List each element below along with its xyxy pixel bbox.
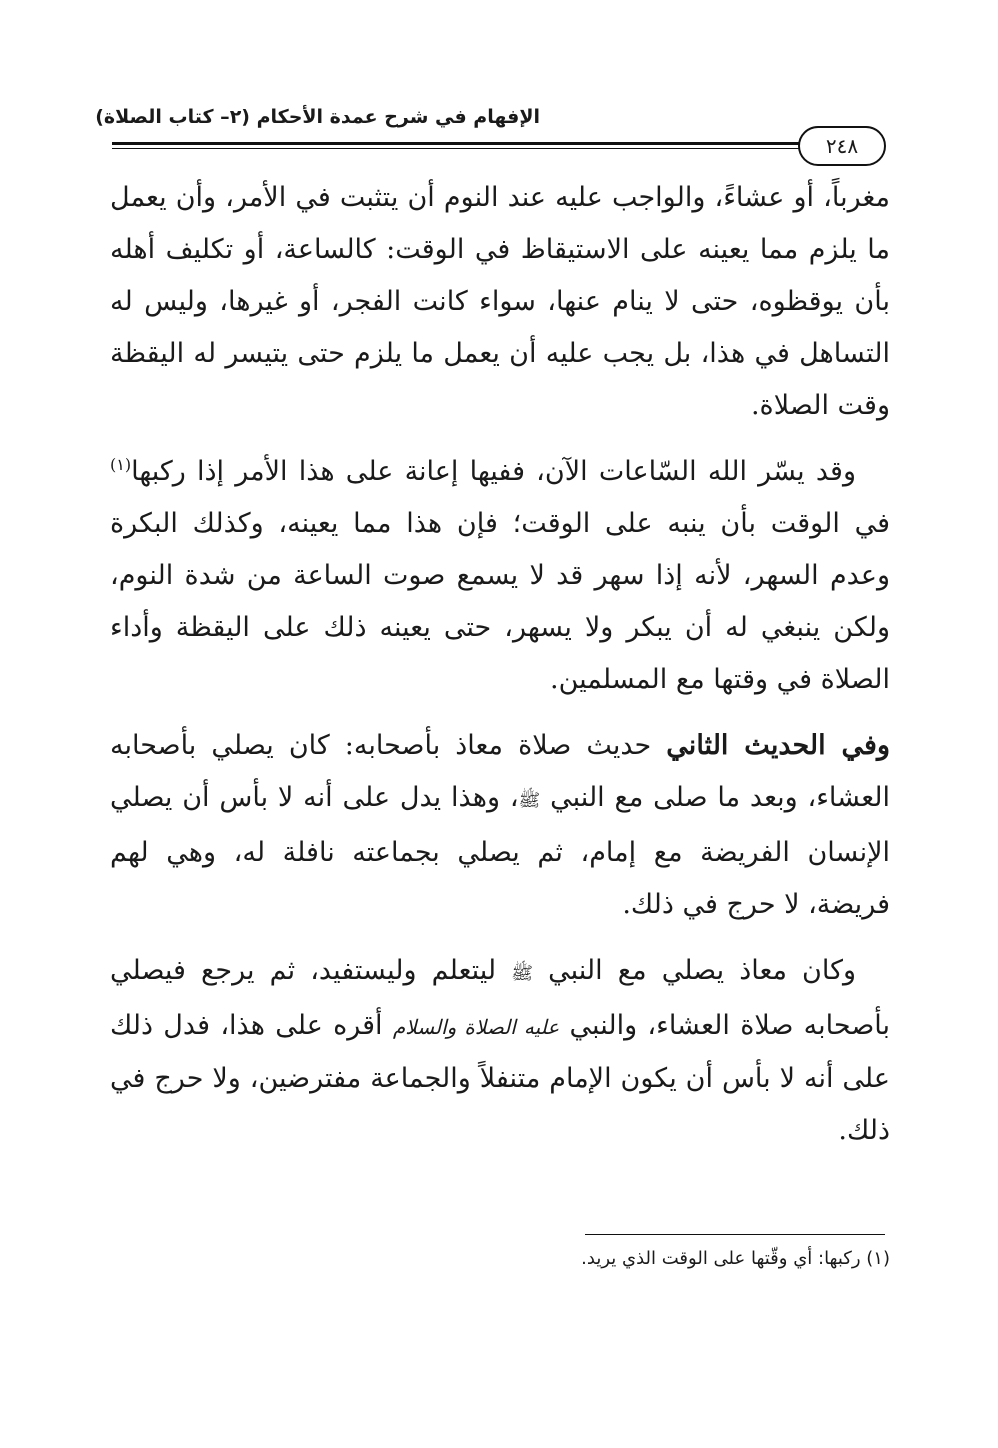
paragraph-3-text-a: حديث صلاة معاذ بأصحابه: كان يصلي بأصحابه العشاء، وبعد ما صلى مع النبي [110, 730, 890, 813]
footnote: (١) ركبها: أي وقّتها على الوقت الذي يريد. [581, 1248, 890, 1269]
header-rule [112, 142, 802, 145]
paragraph-4-text-a: وكان معاذ يصلي مع النبي [533, 955, 856, 986]
body-text [110, 172, 890, 1171]
paragraph-3-text-b: ، وهذا يدل على أنه لا بأس أن يصلي الإنسان الفريضة مع إمام، ثم يصلي بجماعته نافلة له، وهي لهم فريضة، لا حرج في ذلك. [110, 782, 890, 920]
paragraph-2-text-b: في الوقت بأن ينبه على الوقت؛ فإن هذا مما يعينه، وكذلك البكرة وعدم السهر، لأنه إذا سهر قد لا يسمع صوت الساعة من شدة النوم، ولكن ينبغي له أن يبكر ولا يسهر، حتى يعينه ذلك على اليقظة وأداء الصلاة في وقتها مع المسلمين. [110, 508, 890, 695]
page-number-badge: ٢٤٨ [798, 126, 886, 166]
paragraph-4 [110, 945, 890, 1157]
footnote-reference[interactable]: (١) [110, 455, 132, 474]
running-title: الإفهام في شرح عمدة الأحكام (٢– كتاب الصلاة) [95, 106, 540, 128]
paragraph-2 [110, 446, 890, 706]
honorific-glyph: ﷺ [518, 790, 541, 811]
honorific-glyph: ﷺ [511, 963, 533, 984]
paragraph-1: مغرباً، أو عشاءً، والواجب عليه عند النوم أن يتثبت في الأمر، وأن يعمل ما يلزم مما يعينه على الاستيقاظ في الوقت: كالساعة، أو تكليف أهله بأن يوقظوه، حتى لا ينام عنها، سواء كانت الفجر، أو غيرها، وليس له التساهل في هذا، بل يجب عليه أن يعمل ما يلزم حتى يتيسر له اليقظة وقت الصلاة. [110, 182, 890, 421]
section-lead-bold: وفي الحديث الثاني [666, 730, 890, 761]
honorific-phrase: عليه الصلاة والسلام [392, 1015, 560, 1039]
paragraph-4-text-c: أقره على هذا، فدل ذلك على أنه لا بأس أن يكون الإمام متنفلاً والجماعة مفترضين، ولا حرج في ذلك. [110, 1010, 890, 1146]
paragraph-2-text-a: وقد يسّر الله السّاعات الآن، ففيها إعانة على هذا الأمر إذا ركبها [131, 456, 856, 487]
paragraph-4-text-b: ليتعلم وليستفيد، ثم يرجع فيصلي بأصحابه صلاة العشاء، والنبي [110, 955, 891, 1041]
paragraph-3 [110, 720, 890, 931]
header-rule-thin [112, 148, 802, 149]
footnote-separator [585, 1234, 885, 1235]
